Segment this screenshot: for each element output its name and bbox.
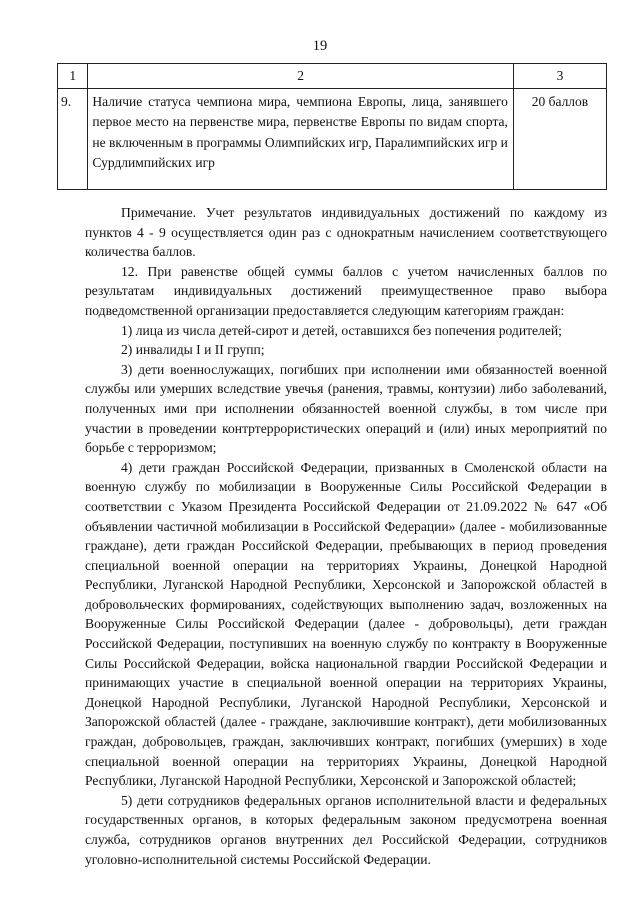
list-item-1: 1) лица из числа детей-сирот и детей, оставшихся без попечения родителей; <box>121 322 562 338</box>
page-number: 19 <box>312 38 328 54</box>
table-row <box>58 89 607 190</box>
row-number: 9. <box>58 89 88 190</box>
header-col-3: 3 <box>513 64 606 89</box>
row-points: 20 баллов <box>513 89 606 190</box>
note-paragraph: Примечание. Учет результатов индивидуальных достижений по каждому из пунктов 4 - 9 осуществляется один раз с однократным начислением соответствующего количества баллов. <box>85 205 607 260</box>
row-description: Наличие статуса чемпиона мира, чемпиона Европы, лица, занявшего первое место на первенстве мира, первенстве Европы по видам спорта, не включенным в программы Олимпийских игр, Паралимпийских игр и Сурдлимпийских игр <box>88 89 514 190</box>
list-item-4: 4) дети граждан Российской Федерации, призванных в Смоленской области на военную службу по мобилизации в Вооруженные Силы Российской Федерации в соответствии с Указом Президента Российской Федерации от 21.09.2022 № 647 «Об объявлении частичной мобилизации в Российской Федерации» (далее - мобилизованные граждане), дети граждан Российской Федерации, пребывающих в период проведения специальной военной операции на территориях Украины, Донецкой Народной Республики, Луганской Народной Республики, Херсонской и Запорожской областей в добровольческих формированиях, содействующих выполнению задач, возложенных на Вооруженные Силы Российской Федерации (далее - добровольцы), дети граждан Российской Федерации, поступивших на военную службу по контракту в Вооруженные Силы Российской Федерации, войска национальной гвардии Российской Федерации и принимающих участие в специальной военной операции на территориях Украины, Донецкой Народной Республики, Луганской Народной Республики, Херсонской и Запорожской областей (далее - граждане, заключившие контракт), дети мобилизованных граждан, добровольцев, граждан, заключивших контракт, погибших (умерших) в ходе специальной военной операции на территориях Украины, Донецкой Народной Республики, Луганской Народной Республики, Херсонской и Запорожской областей; <box>85 459 607 789</box>
list-item-3: 3) дети военнослужащих, погибших при исполнении ими обязанностей военной службы или умерших вследствие увечья (ранения, травмы, контузии) либо заболеваний, полученных ими при исполнении обязанностей военной службы, в том числе при участии в проведении контртеррористических операций и (или) иных мероприятий по борьбе с терроризмом; <box>85 361 607 456</box>
header-col-2: 2 <box>88 64 514 89</box>
document-body <box>85 203 607 869</box>
header-col-1: 1 <box>58 64 88 89</box>
list-item-5: 5) дети сотрудников федеральных органов исполнительной власти и федеральных государственных органов, в которых федеральным законом предусмотрена военная служба, сотрудников органов внутренних дел Российской Федерации, сотрудников уголовно-исполнительной системы Российской Федерации. <box>85 792 607 867</box>
list-item-2: 2) инвалиды I и II групп; <box>121 342 265 358</box>
achievements-table <box>57 63 607 190</box>
table-header-row <box>58 64 607 89</box>
section-12-paragraph: 12. При равенстве общей суммы баллов с учетом начисленных баллов по результатам индивидуальных достижений преимущественное право выбора подведомственной организации предоставляется следующим категориям граждан: <box>85 263 607 318</box>
